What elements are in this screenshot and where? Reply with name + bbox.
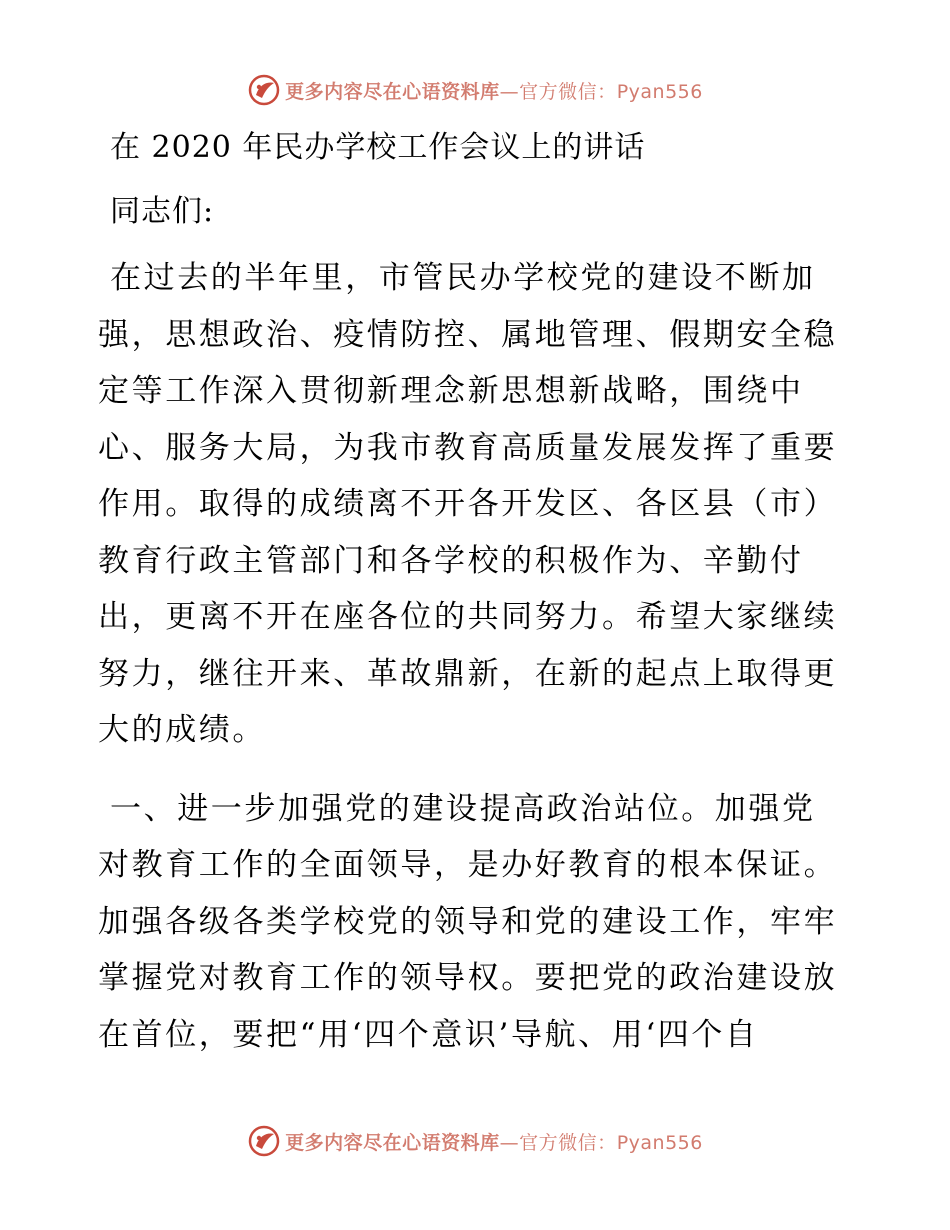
text-line: 努力，继往开来、革故鼎新，在新的起点上取得更	[98, 655, 838, 692]
text-line: 加强各级各类学校党的领导和党的建设工作，牢牢	[98, 903, 838, 940]
text-line: 大的成绩。	[98, 712, 266, 748]
banner-text: 更多内容尽在心语资料库—官方微信：Pyan556	[285, 80, 703, 103]
salutation: 同志们:	[110, 194, 215, 229]
paragraph-2	[98, 781, 858, 1064]
text-line: 定等工作深入贯彻新理念新思想新战略，围绕中	[98, 373, 804, 409]
footer-watermark-banner	[0, 1119, 950, 1163]
text-line: 作用。取得的成绩离不开各开发区、各区县（市）	[98, 486, 838, 522]
text-line: 在首位，要把“用‘四个意识’导航、用‘四个自	[98, 1016, 759, 1053]
paragraph-1	[98, 250, 858, 759]
document-body	[98, 120, 858, 1063]
header-watermark-banner	[0, 68, 950, 112]
banner-text: 更多内容尽在心语资料库—官方微信：Pyan556	[285, 1131, 703, 1154]
text-line: 一、进一步加强党的建设提高政治站位。加强党	[110, 790, 816, 827]
text-line: 教育行政主管部门和各学校的积极作为、辛勤付	[98, 542, 804, 579]
document-title: 在 2020 年民办学校工作会议上的讲话	[110, 130, 646, 165]
brand-logo-icon	[247, 73, 281, 107]
text-line: 心、服务大局，为我市教育高质量发展发挥了重要	[98, 429, 838, 466]
text-line: 出，更离不开在座各位的共同努力。希望大家继续	[98, 599, 838, 635]
text-line: 掌握党对教育工作的领导权。要把党的政治建设放	[98, 960, 838, 996]
brand-logo-icon	[247, 1124, 281, 1158]
text-line: 强，思想政治、疫情防控、属地管理、假期安全稳	[98, 316, 838, 353]
text-line: 在过去的半年里，市管民办学校党的建设不断加	[110, 260, 816, 296]
text-line: 对教育工作的全面领导，是办好教育的根本保证。	[98, 847, 838, 883]
